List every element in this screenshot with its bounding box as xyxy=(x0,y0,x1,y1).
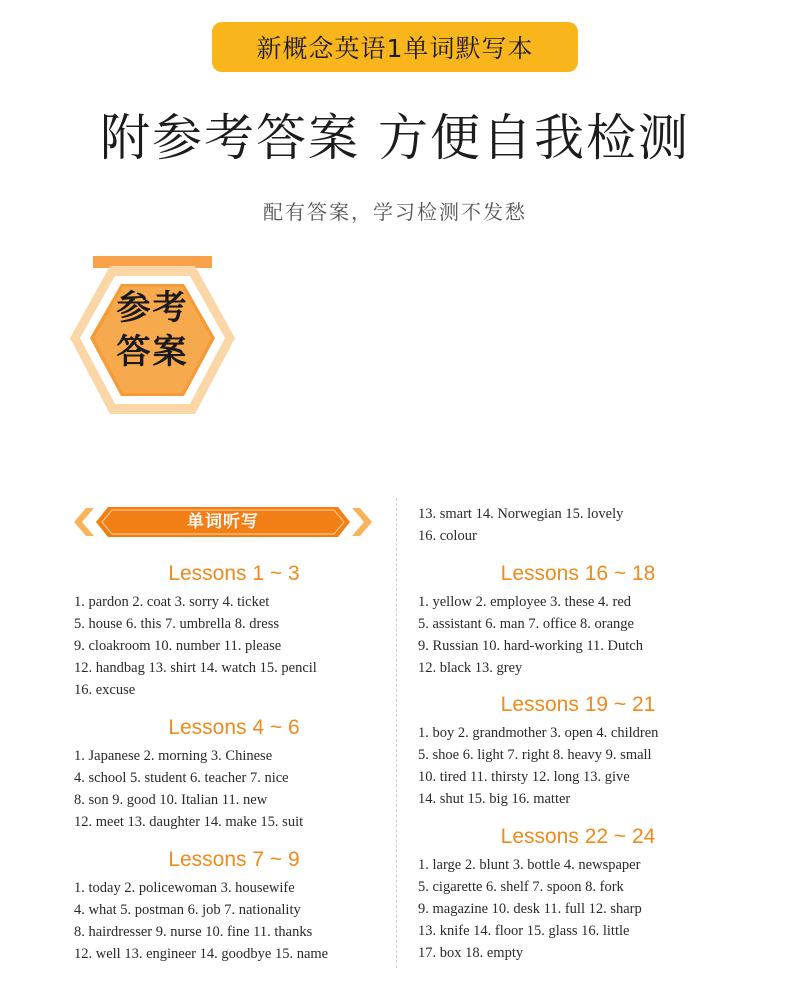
word-line: 1. boy 2. grandmother 3. open 4. children xyxy=(418,725,659,741)
page-headline: 附参考答案 方便自我检测 xyxy=(100,109,690,167)
answer-badge xyxy=(65,256,240,426)
word-line: 12. well 13. engineer 14. goodbye 15. name xyxy=(74,946,329,962)
word-line: 8. son 9. good 10. Italian 11. new xyxy=(74,792,268,808)
word-line: 13. smart 14. Norwegian 15. lovely xyxy=(418,506,624,522)
word-line: 1. yellow 2. employee 3. these 4. red xyxy=(418,594,632,610)
lesson-group-title: Lessons 1 ~ 3 xyxy=(168,562,300,585)
title-banner xyxy=(212,22,578,72)
lesson-group-title: Lessons 4 ~ 6 xyxy=(168,716,300,739)
lesson-group-title: Lessons 16 ~ 18 xyxy=(500,562,656,585)
lesson-group-title: Lessons 22 ~ 24 xyxy=(500,825,656,848)
badge-text xyxy=(65,286,240,374)
word-line: 4. what 5. postman 6. job 7. nationality xyxy=(74,902,301,918)
word-line: 9. Russian 10. hard-working 11. Dutch xyxy=(418,638,643,654)
word-line: 17. box 18. empty xyxy=(418,945,524,961)
word-line: 8. hairdresser 9. nurse 10. fine 11. thanks xyxy=(74,924,313,940)
word-line: 5. house 6. this 7. umbrella 8. dress xyxy=(74,616,279,632)
word-line: 10. tired 11. thirsty 12. long 13. give xyxy=(418,769,630,785)
page-subtitle: 配有答案，学习检测不发愁 xyxy=(263,200,527,224)
word-line: 1. Japanese 2. morning 3. Chinese xyxy=(74,748,273,764)
section-tab-dictation xyxy=(72,505,374,539)
word-list xyxy=(418,591,748,679)
word-list xyxy=(74,591,404,701)
word-line: 5. shoe 6. light 7. right 8. heavy 9. small xyxy=(418,747,652,763)
word-list xyxy=(418,854,748,964)
word-line: 1. pardon 2. coat 3. sorry 4. ticket xyxy=(74,594,270,610)
word-line: 9. magazine 10. desk 11. full 12. sharp xyxy=(418,901,642,917)
word-line: 12. meet 13. daughter 14. make 15. suit xyxy=(74,814,304,830)
word-list xyxy=(74,745,404,833)
word-line: 1. large 2. blunt 3. bottle 4. newspaper xyxy=(418,857,641,873)
word-line: 13. knife 14. floor 15. glass 16. little xyxy=(418,923,630,939)
word-line: 16. colour xyxy=(418,528,477,544)
word-line: 9. cloakroom 10. number 11. please xyxy=(74,638,282,654)
word-line: 16. excuse xyxy=(74,682,136,698)
badge-line-2: 答案 xyxy=(116,332,189,372)
lesson-group-title: Lessons 7 ~ 9 xyxy=(168,848,300,871)
word-line: 4. school 5. student 6. teacher 7. nice xyxy=(74,770,289,786)
word-line: 12. handbag 13. shirt 14. watch 15. pencil xyxy=(74,660,317,676)
banner-text: 新概念英语1单词默写本 xyxy=(256,34,534,63)
word-list xyxy=(74,877,404,965)
word-line: 1. today 2. policewoman 3. housewife xyxy=(74,880,295,896)
word-line: 14. shut 15. big 16. matter xyxy=(418,791,571,807)
badge-line-1: 参考 xyxy=(116,288,189,328)
word-list-continued xyxy=(418,503,748,547)
lesson-group-title: Lessons 19 ~ 21 xyxy=(500,693,656,716)
section-tab-label: 单词听写 xyxy=(187,512,259,532)
word-list xyxy=(418,722,748,810)
word-line: 12. black 13. grey xyxy=(418,660,523,676)
word-line: 5. assistant 6. man 7. office 8. orange xyxy=(418,616,634,632)
word-line: 5. cigarette 6. shelf 7. spoon 8. fork xyxy=(418,879,624,895)
